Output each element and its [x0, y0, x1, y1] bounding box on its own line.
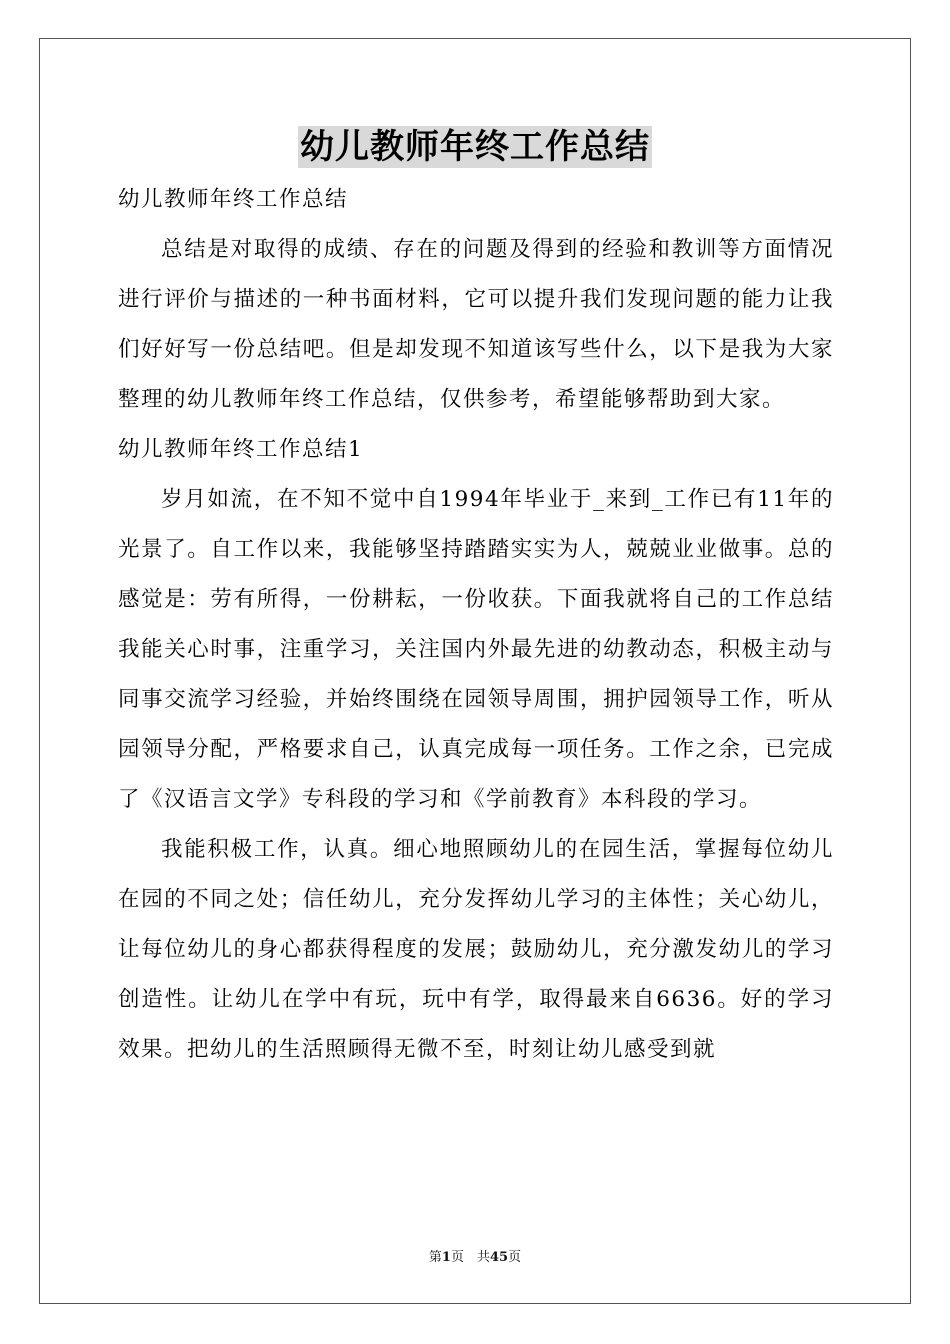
page-prefix: 第	[428, 1250, 442, 1265]
paragraph: 我能积极工作，认真。细心地照顾幼儿的在园生活，掌握每位幼儿在园的不同之处；信任幼儿，充分发挥幼儿学习的主体性；关心幼儿，让每位幼儿的身心都获得程度的发展；鼓励幼儿，充分激发幼儿的学习创造性。让幼儿在学中有玩，玩中有学，取得最来自6636。好的学习效果。把幼儿的生活照顾得无微不至，时刻让幼儿感受到就	[118, 837, 834, 1062]
paragraph: 幼儿教师年终工作总结	[118, 187, 349, 212]
document-body	[118, 175, 834, 1075]
page-mid: 页 共	[450, 1250, 490, 1265]
paragraph: 幼儿教师年终工作总结1	[118, 437, 364, 462]
current-page-number: 1	[441, 1250, 451, 1265]
total-page-number: 45	[489, 1250, 509, 1265]
paragraph: 岁月如流，在不知不觉中自1994年毕业于_来到_工作已有11年的光景了。自工作以来，我能够坚持踏踏实实为人，兢兢业业做事。总的感觉是：劳有所得，一份耕耘，一份收获。下面我就将自己的工作总结我能关心时事，注重学习，关注国内外最先进的幼教动态，积极主动与同事交流学习经验，并始终围绕在园领导周围，拥护园领导工作，听从园领导分配，严格要求自己，认真完成每一项任务。工作之余，已完成了《汉语言文学》专科段的学习和《学前教育》本科段的学习。	[118, 487, 834, 812]
paragraph: 总结是对取得的成绩、存在的问题及得到的经验和教训等方面情况进行评价与描述的一种书面材料，它可以提升我们发现问题的能力让我们好好写一份总结吧。但是却发现不知道该写些什么，以下是我为大家整理的幼儿教师年终工作总结，仅供参考，希望能够帮助到大家。	[118, 237, 834, 412]
page-suffix: 页	[508, 1250, 522, 1265]
title-container	[0, 126, 950, 168]
document-title: 幼儿教师年终工作总结	[300, 127, 650, 167]
page-footer	[0, 1246, 950, 1265]
